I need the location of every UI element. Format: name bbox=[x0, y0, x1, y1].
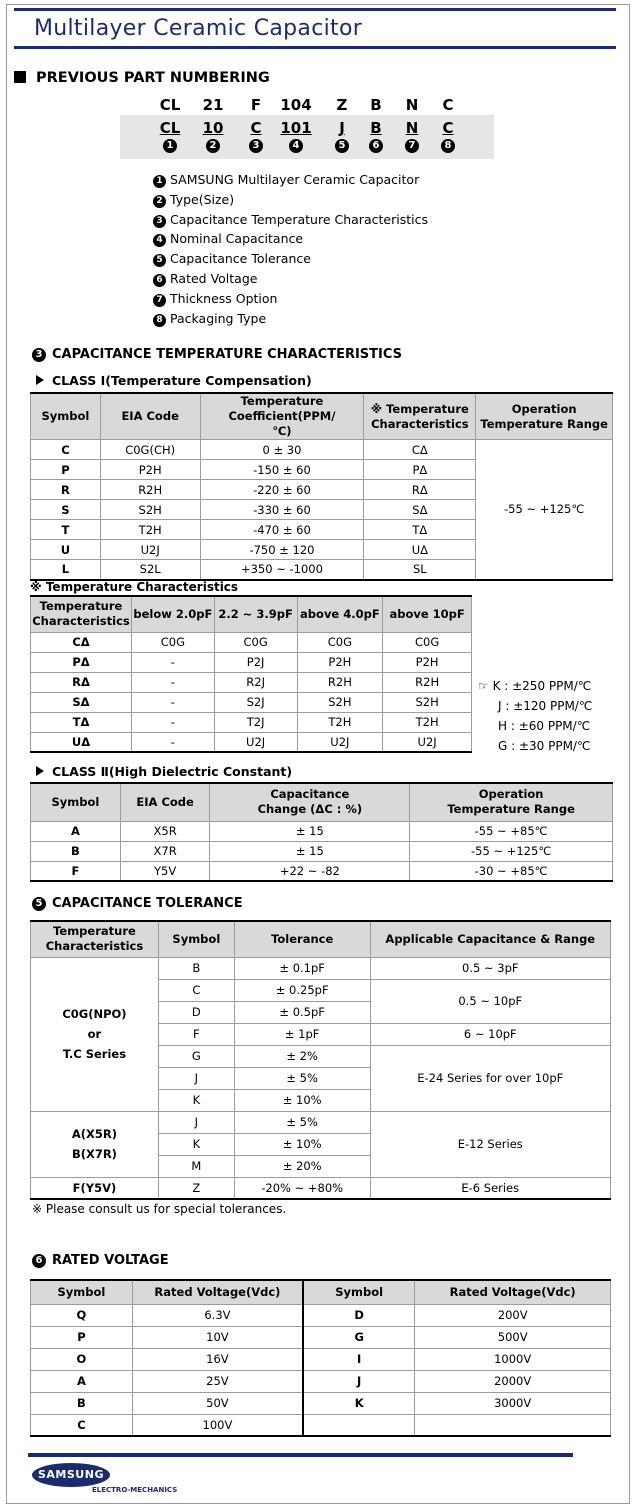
table-cell: 10V bbox=[132, 1326, 303, 1348]
th6-v1: Rated Voltage(Vdc) bbox=[132, 1280, 303, 1304]
table-cell: R2H bbox=[383, 672, 472, 692]
table-cell: +22 ~ -82 bbox=[210, 861, 410, 881]
top-rule bbox=[14, 8, 616, 11]
table-cell: C0G bbox=[383, 632, 472, 652]
th2-eia: EIA Code bbox=[120, 783, 210, 821]
table-cell: U2J bbox=[383, 732, 472, 752]
th2-range: Operation Temperature Range bbox=[410, 783, 613, 821]
table-cell: U2J bbox=[214, 732, 297, 752]
table-cell: 2000V bbox=[415, 1370, 611, 1392]
class1-heading: CLASS Ⅰ(Temperature Compensation) bbox=[36, 373, 312, 388]
table-cell: F bbox=[158, 1023, 234, 1045]
table-cell: UΔ bbox=[364, 540, 476, 560]
table-cell: ± 5% bbox=[234, 1067, 370, 1089]
table-row bbox=[31, 440, 613, 460]
table-cell: 500V bbox=[415, 1326, 611, 1348]
part-code-7: N bbox=[405, 119, 419, 137]
table-cell: B bbox=[158, 957, 234, 979]
index-circle-icon: 3 bbox=[249, 139, 263, 153]
table-row bbox=[31, 1414, 611, 1436]
th-symbol: Symbol bbox=[31, 393, 101, 440]
table-cell: ± 0.25pF bbox=[234, 979, 370, 1001]
part-code-6: B bbox=[370, 96, 382, 114]
table-row bbox=[31, 1370, 611, 1392]
prev-heading: PREVIOUS PART NUMBERING bbox=[14, 70, 270, 86]
legend-number-icon: 4 bbox=[153, 234, 166, 247]
legend-item: 4 Nominal Capacitance bbox=[153, 229, 428, 249]
table-cell: R bbox=[31, 480, 101, 500]
table-cell: -55 ~ +125℃ bbox=[410, 841, 613, 861]
table-cell: 100V bbox=[132, 1414, 303, 1436]
th5-symbol: Symbol bbox=[158, 921, 234, 957]
table-row bbox=[31, 732, 472, 752]
table-cell: C bbox=[31, 440, 101, 460]
table-cell: ± 2% bbox=[234, 1045, 370, 1067]
table-cell: CΔ bbox=[31, 632, 132, 652]
table-cell: R2H bbox=[297, 672, 383, 692]
th-tc-char: Temperature Characteristics bbox=[31, 596, 132, 632]
class2-table bbox=[30, 782, 613, 882]
th6-v2: Rated Voltage(Vdc) bbox=[415, 1280, 611, 1304]
table-cell: ± 15 bbox=[210, 841, 410, 861]
table-cell: G bbox=[303, 1326, 415, 1348]
table-cell: K bbox=[158, 1089, 234, 1111]
table-cell: ± 0.1pF bbox=[234, 957, 370, 979]
table-cell: ± 10% bbox=[234, 1089, 370, 1111]
table-row bbox=[31, 861, 613, 881]
table-cell: S2J bbox=[214, 692, 297, 712]
table-cell: 1000V bbox=[415, 1348, 611, 1370]
table-cell: ± 5% bbox=[234, 1111, 370, 1133]
legend-number-icon: 2 bbox=[153, 195, 166, 208]
tc-notes bbox=[478, 676, 592, 756]
table-cell: U bbox=[31, 540, 101, 560]
index-circle-icon: 7 bbox=[405, 139, 419, 153]
th-coef: Temperature Coefficient(PPM/℃) bbox=[200, 393, 364, 440]
table-cell: 25V bbox=[132, 1370, 303, 1392]
table-cell: 50V bbox=[132, 1392, 303, 1414]
legend-number-icon: 5 bbox=[153, 254, 166, 267]
table-cell: S2H bbox=[383, 692, 472, 712]
part-code-1: CL bbox=[159, 119, 181, 137]
table-cell: SΔ bbox=[31, 692, 132, 712]
th-22-39: 2.2 ~ 3.9pF bbox=[214, 596, 297, 632]
range-cell: 6 ~ 10pF bbox=[370, 1023, 610, 1045]
legend-number-icon: 8 bbox=[153, 314, 166, 327]
table-cell: B bbox=[31, 1392, 133, 1414]
table-cell: S2H bbox=[100, 500, 200, 520]
table-cell: B bbox=[31, 841, 121, 861]
legend-item: 2 Type(Size) bbox=[153, 190, 428, 210]
table-cell: K bbox=[303, 1392, 415, 1414]
part-code-4: 104 bbox=[280, 96, 312, 114]
table-row bbox=[31, 821, 613, 841]
table-cell: ± 1pF bbox=[234, 1023, 370, 1045]
table-cell: PΔ bbox=[31, 652, 132, 672]
samsung-logo: SAMSUNG bbox=[32, 1463, 110, 1487]
legend-item: 3 Capacitance Temperature Characteristics bbox=[153, 210, 428, 230]
table-row bbox=[31, 692, 472, 712]
index-circle-icon: 2 bbox=[206, 139, 220, 153]
table-row bbox=[31, 1392, 611, 1414]
tc-note: H : ±60 PPM/℃ bbox=[498, 719, 591, 733]
table-cell: X5R bbox=[120, 821, 210, 841]
table-cell: P2H bbox=[383, 652, 472, 672]
table-cell: - bbox=[131, 652, 214, 672]
table-cell: RΔ bbox=[31, 672, 132, 692]
range-cell: 0.5 ~ 3pF bbox=[370, 957, 610, 979]
table-row bbox=[31, 1326, 611, 1348]
th-above4: above 4.0pF bbox=[297, 596, 383, 632]
index-circle-icon: 4 bbox=[289, 139, 303, 153]
table-cell: SL bbox=[364, 560, 476, 580]
table-cell: 3000V bbox=[415, 1392, 611, 1414]
table-cell: 16V bbox=[132, 1348, 303, 1370]
table-cell: J bbox=[158, 1111, 234, 1133]
table-cell: - bbox=[131, 692, 214, 712]
sec5-heading: 5 CAPACITANCE TOLERANCE bbox=[32, 896, 243, 911]
table-cell: J bbox=[303, 1370, 415, 1392]
table-cell: C0G(CH) bbox=[100, 440, 200, 460]
table-cell: C0G bbox=[297, 632, 383, 652]
table-cell: D bbox=[158, 1001, 234, 1023]
table-cell: +350 ~ -1000 bbox=[200, 560, 364, 580]
table-cell: ± 20% bbox=[234, 1155, 370, 1177]
part-code-3: C bbox=[250, 119, 262, 137]
table-cell: -470 ± 60 bbox=[200, 520, 364, 540]
part-code-2: 10 bbox=[202, 119, 224, 137]
table-cell: Q bbox=[31, 1304, 133, 1326]
th-below2: below 2.0pF bbox=[131, 596, 214, 632]
table-row bbox=[31, 1304, 611, 1326]
part-code-8: C bbox=[442, 119, 454, 137]
table-cell: A bbox=[31, 821, 121, 841]
table-cell bbox=[303, 1414, 415, 1436]
part-code-5: Z bbox=[336, 96, 348, 114]
table-cell: A bbox=[31, 1370, 133, 1392]
voltage-table bbox=[30, 1279, 611, 1437]
table-row bbox=[31, 1177, 611, 1199]
title-rule bbox=[14, 46, 616, 49]
table-cell: K bbox=[158, 1133, 234, 1155]
table-row bbox=[31, 957, 611, 979]
tc-note: J : ±120 PPM/℃ bbox=[498, 699, 593, 713]
table-cell: C bbox=[31, 1414, 133, 1436]
legend-number-icon: 6 bbox=[153, 274, 166, 287]
table-cell: C0G bbox=[214, 632, 297, 652]
range-cell: E-24 Series for over 10pF bbox=[370, 1045, 610, 1111]
legend-item: 5 Capacitance Tolerance bbox=[153, 249, 428, 269]
table-cell: RΔ bbox=[364, 480, 476, 500]
table-row bbox=[31, 1111, 611, 1133]
table-cell: T bbox=[31, 520, 101, 540]
table-cell: U2J bbox=[100, 540, 200, 560]
table-cell: T2H bbox=[100, 520, 200, 540]
tc-note: ☞ K : ±250 PPM/℃ bbox=[478, 679, 592, 693]
circled-number-icon: 6 bbox=[32, 1254, 46, 1268]
table-cell: C bbox=[158, 979, 234, 1001]
sec6-heading: 6 RATED VOLTAGE bbox=[32, 1253, 169, 1268]
table-row bbox=[31, 672, 472, 692]
table-cell: D bbox=[303, 1304, 415, 1326]
table-cell: G bbox=[158, 1045, 234, 1067]
circled-number-icon: 5 bbox=[32, 897, 46, 911]
table-row bbox=[31, 712, 472, 732]
tc-note: G : ±30 PPM/℃ bbox=[498, 739, 591, 753]
table-cell: I bbox=[303, 1348, 415, 1370]
table-cell: S2L bbox=[100, 560, 200, 580]
table-cell: R2H bbox=[100, 480, 200, 500]
legend-item: 8 Packaging Type bbox=[153, 309, 428, 329]
table-cell: -20% ~ +80% bbox=[234, 1177, 370, 1199]
part-code-7: N bbox=[405, 96, 419, 114]
th6-sym1: Symbol bbox=[31, 1280, 133, 1304]
table-cell: P bbox=[31, 1326, 133, 1348]
legend-number-icon: 3 bbox=[153, 215, 166, 228]
part-number-legend bbox=[153, 170, 428, 328]
class2-heading: CLASS Ⅱ(High Dielectric Constant) bbox=[36, 764, 292, 779]
table-cell: C0G bbox=[131, 632, 214, 652]
part-code-2: 21 bbox=[202, 96, 224, 114]
table-cell: F(Y5V) bbox=[31, 1177, 159, 1199]
table-cell: -220 ± 60 bbox=[200, 480, 364, 500]
table-cell: T2H bbox=[297, 712, 383, 732]
table-cell: Y5V bbox=[120, 861, 210, 881]
part-code-5: J bbox=[339, 119, 345, 137]
table-cell: L bbox=[31, 560, 101, 580]
th2-symbol: Symbol bbox=[31, 783, 121, 821]
table-cell: O bbox=[31, 1348, 133, 1370]
part-code-6: B bbox=[370, 119, 382, 137]
th5-tc: Temperature Characteristics bbox=[31, 921, 159, 957]
tolerance-note: ※ Please consult us for special tolerances. bbox=[32, 1202, 287, 1216]
part-code-8: C bbox=[442, 96, 454, 114]
table-cell: CΔ bbox=[364, 440, 476, 460]
class1-table bbox=[30, 392, 613, 581]
square-bullet-icon bbox=[14, 71, 26, 83]
table-cell: - bbox=[131, 732, 214, 752]
circled-number-icon: 3 bbox=[32, 348, 46, 362]
th2-change: Capacitance Change (ΔC : %) bbox=[210, 783, 410, 821]
table-cell: X7R bbox=[120, 841, 210, 861]
table-cell: M bbox=[158, 1155, 234, 1177]
table-cell: ± 0.5pF bbox=[234, 1001, 370, 1023]
bottom-rule bbox=[28, 1453, 573, 1457]
tolerance-table bbox=[30, 920, 611, 1200]
table-cell: P bbox=[31, 460, 101, 480]
table-cell: TΔ bbox=[31, 712, 132, 732]
table-cell: P2J bbox=[214, 652, 297, 672]
table-row bbox=[31, 1348, 611, 1370]
table-cell: E-6 Series bbox=[370, 1177, 610, 1199]
table-cell: 6.3V bbox=[132, 1304, 303, 1326]
table-cell: ± 15 bbox=[210, 821, 410, 841]
th6-sym2: Symbol bbox=[303, 1280, 415, 1304]
table-cell: -30 ~ +85℃ bbox=[410, 861, 613, 881]
th-above10: above 10pF bbox=[383, 596, 472, 632]
range-cell: E-12 Series bbox=[370, 1111, 610, 1177]
table-cell: - bbox=[131, 712, 214, 732]
triangle-bullet-icon bbox=[36, 375, 44, 385]
table-cell: - bbox=[131, 672, 214, 692]
table-cell: SΔ bbox=[364, 500, 476, 520]
tc-title: ※ Temperature Characteristics bbox=[30, 580, 239, 594]
th-range: Operation Temperature Range bbox=[476, 393, 613, 440]
operation-range-cell: -55 ~ +125℃ bbox=[476, 440, 613, 580]
legend-number-icon: 1 bbox=[153, 175, 166, 188]
range-cell: 0.5 ~ 10pF bbox=[370, 979, 610, 1023]
table-cell: PΔ bbox=[364, 460, 476, 480]
th5-range: Applicable Capacitance & Range bbox=[370, 921, 610, 957]
table-cell: -150 ± 60 bbox=[200, 460, 364, 480]
table-cell: J bbox=[158, 1067, 234, 1089]
legend-item: 7 Thickness Option bbox=[153, 289, 428, 309]
sec3-heading: 3 CAPACITANCE TEMPERATURE CHARACTERISTICS bbox=[32, 347, 402, 362]
table-cell: U2J bbox=[297, 732, 383, 752]
table-cell bbox=[415, 1414, 611, 1436]
table-cell: S bbox=[31, 500, 101, 520]
index-circle-icon: 6 bbox=[369, 139, 383, 153]
legend-number-icon: 7 bbox=[153, 294, 166, 307]
table-cell: T2H bbox=[383, 712, 472, 732]
page-title: Multilayer Ceramic Capacitor bbox=[34, 16, 363, 41]
logo-subtitle: ELECTRO-MECHANICS bbox=[92, 1486, 178, 1494]
table-cell: UΔ bbox=[31, 732, 132, 752]
table-row bbox=[31, 652, 472, 672]
table-cell: 0 ± 30 bbox=[200, 440, 364, 460]
table-cell: T2J bbox=[214, 712, 297, 732]
table-row bbox=[31, 632, 472, 652]
legend-item: 1 SAMSUNG Multilayer Ceramic Capacitor bbox=[153, 170, 428, 190]
index-circle-icon: 5 bbox=[335, 139, 349, 153]
table-cell: -55 ~ +85℃ bbox=[410, 821, 613, 841]
part-code-4: 101 bbox=[280, 119, 312, 137]
table-cell: F bbox=[31, 861, 121, 881]
table-cell: P2H bbox=[297, 652, 383, 672]
tc-table bbox=[30, 595, 472, 753]
th-tc: ※ Temperature Characteristics bbox=[364, 393, 476, 440]
table-cell: R2J bbox=[214, 672, 297, 692]
part-code-3: F bbox=[250, 96, 262, 114]
table-cell: -330 ± 60 bbox=[200, 500, 364, 520]
index-circle-icon: 1 bbox=[163, 139, 177, 153]
triangle-bullet-icon bbox=[36, 766, 44, 776]
part-code-1: CL bbox=[159, 96, 181, 114]
table-cell: ± 10% bbox=[234, 1133, 370, 1155]
table-cell: P2H bbox=[100, 460, 200, 480]
table-cell: -750 ± 120 bbox=[200, 540, 364, 560]
th5-tol: Tolerance bbox=[234, 921, 370, 957]
table-row bbox=[31, 841, 613, 861]
table-cell: Z bbox=[158, 1177, 234, 1199]
table-cell: S2H bbox=[297, 692, 383, 712]
th-eia: EIA Code bbox=[100, 393, 200, 440]
group-label-cell: A(X5R) B(X7R) bbox=[31, 1111, 159, 1177]
index-circle-icon: 8 bbox=[441, 139, 455, 153]
table-cell: TΔ bbox=[364, 520, 476, 540]
group-label-cell: C0G(NPO) or T.C Series bbox=[31, 957, 159, 1111]
legend-item: 6 Rated Voltage bbox=[153, 269, 428, 289]
table-cell: 200V bbox=[415, 1304, 611, 1326]
